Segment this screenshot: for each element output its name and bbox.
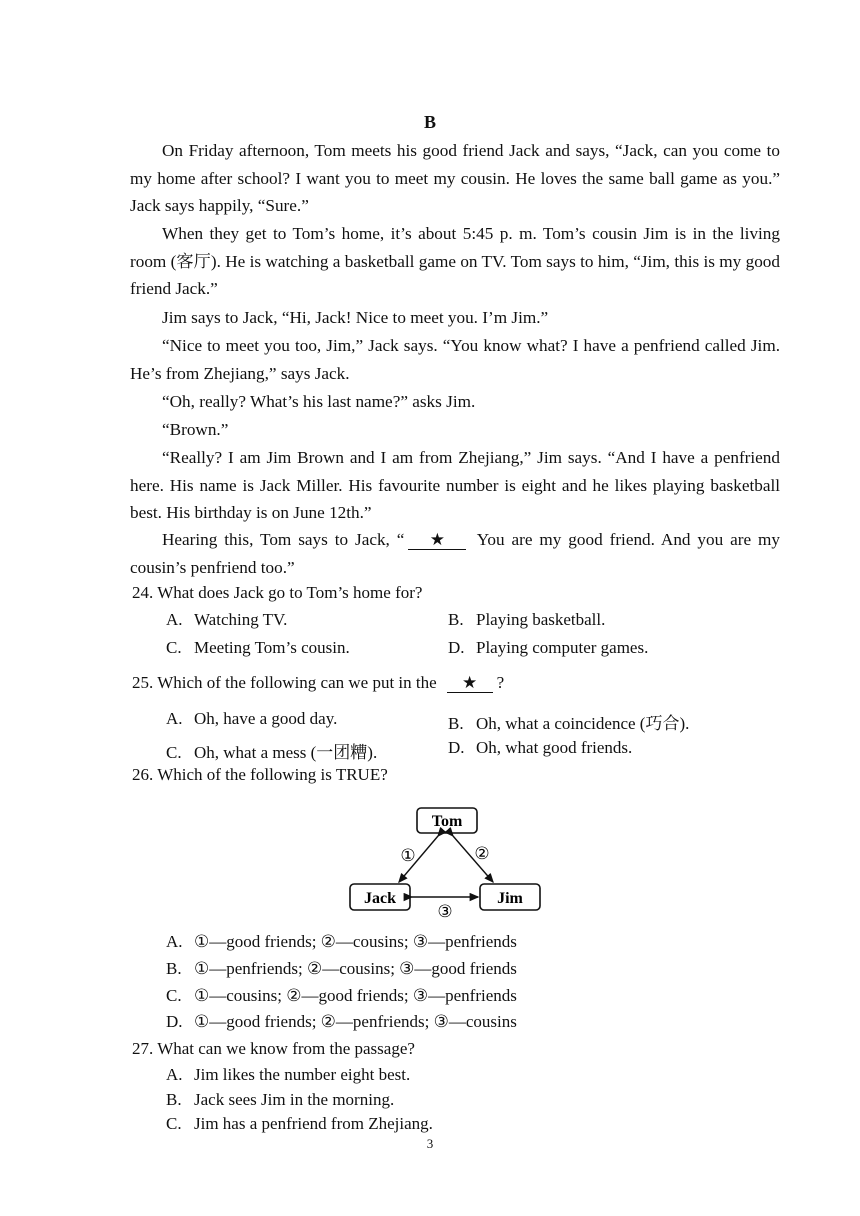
option-text: Jim likes the number eight best. bbox=[194, 1065, 411, 1084]
option-text: Jim has a penfriend from Zhejiang. bbox=[194, 1114, 433, 1133]
jim-node-label: Jim bbox=[497, 890, 523, 907]
question-25-option-d bbox=[448, 738, 632, 758]
label-3: ③ bbox=[437, 902, 453, 922]
passage-paragraph-4-text: “Nice to meet you too, Jim,” Jack says. “You know what? I have a penfriend called Jim. He’s from Zhejiang,” says Jack. bbox=[130, 336, 780, 383]
passage-paragraph-2-text: When they get to Tom’s home, it’s about 5:45 p. m. Tom’s cousin Jim is in the living room (客厅). He is watching a basketball game on TV. Tom says to him, “Jim, this is my good friend Jack.” bbox=[130, 224, 780, 299]
option-text: ①—good friends; ②—cousins; ③—penfriends bbox=[194, 932, 517, 951]
option-text: Oh, what good friends. bbox=[476, 738, 633, 757]
question-25-option-b bbox=[448, 709, 689, 734]
passage-paragraph-2 bbox=[130, 220, 780, 303]
option-text: Playing basketball. bbox=[476, 610, 606, 629]
passage-paragraph-5 bbox=[130, 388, 780, 416]
last-para-after: You are my good friend. And you are my cousin’s penfriend too.” bbox=[130, 530, 780, 577]
relationship-diagram bbox=[340, 800, 550, 925]
jack-node bbox=[350, 884, 410, 910]
passage-paragraph-6 bbox=[130, 416, 780, 444]
option-letter: A. bbox=[166, 610, 183, 629]
passage-paragraph-5-text: “Oh, really? What’s his last name?” asks Jim. bbox=[162, 392, 476, 411]
passage-paragraph-3 bbox=[130, 304, 780, 332]
passage-paragraph-1-text: On Friday afternoon, Tom meets his good friend Jack and says, “Jack, can you come to my home after school? I want you to meet my cousin. He loves the same ball game as you.” Jack says happily, “Sure.” bbox=[130, 141, 780, 216]
section-title: B bbox=[423, 112, 436, 132]
passage-paragraph-4 bbox=[130, 332, 780, 387]
option-text: Watching TV. bbox=[194, 610, 288, 629]
option-letter: B. bbox=[448, 714, 464, 733]
option-letter: A. bbox=[166, 1065, 183, 1084]
passage-paragraph-7 bbox=[130, 444, 780, 527]
option-text: ①—penfriends; ②—cousins; ③—good friends bbox=[194, 959, 517, 978]
option-letter: C. bbox=[166, 986, 182, 1005]
passage-paragraph-3-text: Jim says to Jack, “Hi, Jack! Nice to meet you. I’m Jim.” bbox=[162, 308, 549, 327]
option-text: ①—good friends; ②—penfriends; ③—cousins bbox=[194, 1012, 517, 1031]
question-26-option-d bbox=[166, 1012, 517, 1032]
question-25-stem-text: 25. Which of the following can we put in the bbox=[132, 673, 437, 692]
last-para-before: Hearing this, Tom says to Jack, “ bbox=[162, 530, 405, 549]
option-letter: C. bbox=[166, 638, 182, 657]
option-letter: B. bbox=[166, 959, 182, 978]
passage-paragraph-7-text: “Really? I am Jim Brown and I am from Zhejiang,” Jim says. “And I have a penfriend here. His name is Jack Miller. His favourite number is eight and he likes playing basketball best. His birthday is on June 12th.” bbox=[130, 448, 780, 523]
question-26-option-a bbox=[166, 932, 517, 952]
question-24-stem: 24. What does Jack go to Tom’s home for? bbox=[132, 583, 423, 602]
option-letter: D. bbox=[166, 1012, 183, 1031]
option-letter: A. bbox=[166, 709, 183, 728]
option-text: ①—cousins; ②—good friends; ③—penfriends bbox=[194, 986, 517, 1005]
option-letter: D. bbox=[448, 738, 465, 757]
question-26-option-b bbox=[166, 959, 517, 979]
passage-paragraph-8 bbox=[130, 526, 780, 581]
tom-node bbox=[417, 808, 477, 833]
question-26-option-c bbox=[166, 986, 517, 1006]
page-number: 3 bbox=[426, 1136, 434, 1151]
option-letter: A. bbox=[166, 932, 183, 951]
option-letter: B. bbox=[448, 610, 464, 629]
question-25-option-c bbox=[166, 738, 377, 763]
question-24-option-c bbox=[166, 638, 350, 658]
passage-paragraph-1 bbox=[130, 137, 780, 220]
option-letter: B. bbox=[166, 1090, 182, 1109]
question-27-stem: 27. What can we know from the passage? bbox=[132, 1039, 415, 1058]
question-27-option-b bbox=[166, 1090, 394, 1110]
option-text: Playing computer games. bbox=[476, 638, 649, 657]
option-letter: D. bbox=[448, 638, 465, 657]
passage-paragraph-6-text: “Brown.” bbox=[162, 420, 229, 439]
question-25-stem bbox=[132, 673, 504, 693]
question-24-option-b bbox=[448, 610, 605, 630]
option-text: Jack sees Jim in the morning. bbox=[194, 1090, 395, 1109]
option-text: Oh, what a coincidence (巧合). bbox=[476, 714, 690, 733]
question-27-option-c bbox=[166, 1114, 433, 1134]
option-text: Oh, have a good day. bbox=[194, 709, 338, 728]
question-24-option-d bbox=[448, 638, 648, 658]
label-1: ① bbox=[400, 846, 416, 866]
jim-node bbox=[480, 884, 540, 910]
question-25-stem-end: ? bbox=[496, 673, 505, 692]
question-24-option-a bbox=[166, 610, 287, 630]
label-2: ② bbox=[474, 844, 490, 864]
question-25-option-a bbox=[166, 709, 337, 729]
question-27-option-a bbox=[166, 1065, 410, 1085]
tom-node-label: Tom bbox=[431, 813, 463, 830]
option-text: Meeting Tom’s cousin. bbox=[194, 638, 350, 657]
star-blank: ★ bbox=[408, 531, 466, 550]
jack-node-label: Jack bbox=[364, 890, 396, 907]
question-26-stem: 26. Which of the following is TRUE? bbox=[132, 765, 388, 784]
option-letter: C. bbox=[166, 743, 182, 762]
question-25-star-blank: ★ bbox=[447, 674, 493, 693]
option-text: Oh, what a mess (一团糟). bbox=[194, 743, 378, 762]
option-letter: C. bbox=[166, 1114, 182, 1133]
